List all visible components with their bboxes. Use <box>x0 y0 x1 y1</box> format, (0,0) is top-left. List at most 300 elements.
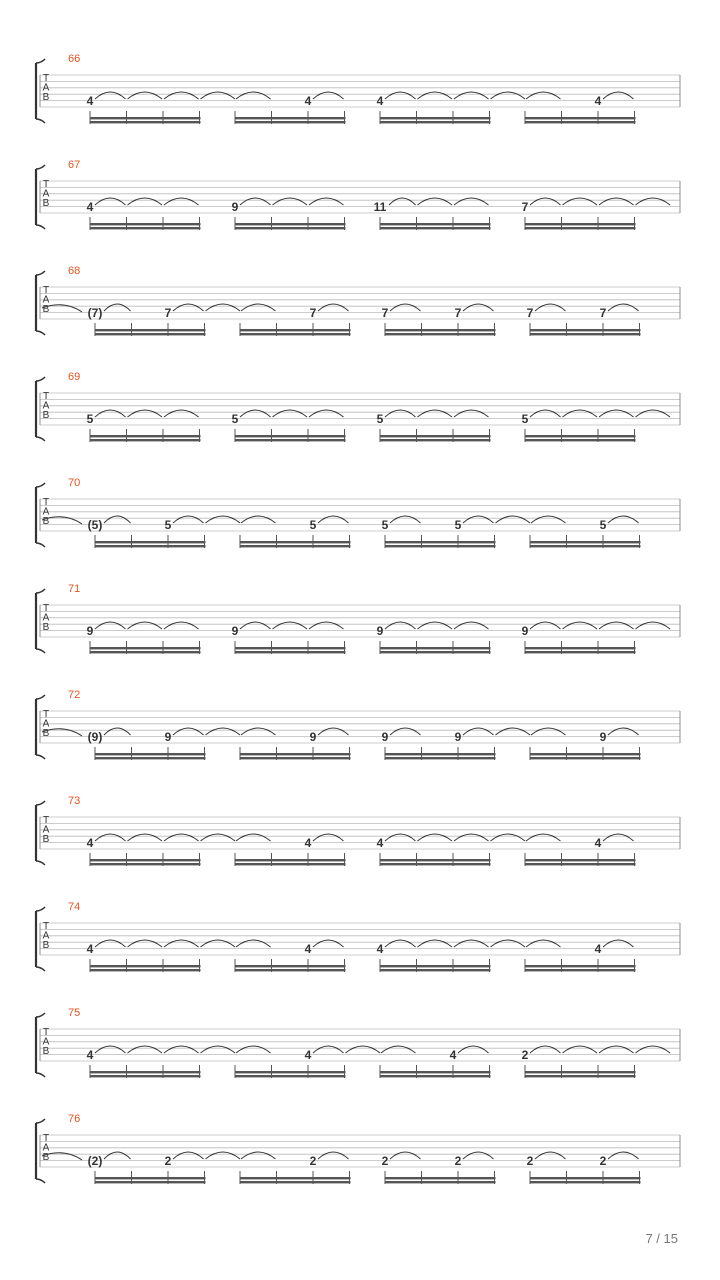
tie-arc <box>563 198 598 205</box>
beam-primary <box>95 1177 206 1179</box>
beam-secondary <box>525 863 636 865</box>
tab-clef-letter: B <box>42 92 50 103</box>
tie-arc <box>173 516 204 523</box>
measure-number: 74 <box>68 901 81 913</box>
tie-arc <box>603 92 634 99</box>
beam-primary <box>90 965 201 967</box>
tie-arc <box>236 92 271 99</box>
tab-clef-letter: B <box>42 940 50 951</box>
beam-primary <box>530 1177 641 1179</box>
page-number: 7 / 15 <box>645 1231 678 1246</box>
tie-arc <box>418 198 453 205</box>
tab-system <box>36 689 680 760</box>
beam-secondary <box>530 333 641 335</box>
tie-arc <box>104 1152 131 1159</box>
fret-number: 5 <box>309 518 317 532</box>
tie-arc <box>563 622 598 629</box>
beam-primary <box>235 859 346 861</box>
tie-arc <box>241 1152 276 1159</box>
fret-number: 9 <box>86 624 94 638</box>
tab-system <box>36 371 680 442</box>
measure-number: 66 <box>68 53 81 65</box>
tie-arc <box>173 728 204 735</box>
beam-primary <box>235 1071 346 1073</box>
tie-arc <box>173 1152 204 1159</box>
beam-secondary <box>525 121 636 123</box>
tie-arc <box>385 940 416 947</box>
tie-arc <box>608 1152 639 1159</box>
beam-secondary <box>525 227 636 229</box>
tie-arc <box>418 622 453 629</box>
beam-primary <box>525 117 636 119</box>
beam-secondary <box>380 1075 491 1077</box>
tie-arc <box>463 304 494 311</box>
fret-number: 7 <box>381 306 389 320</box>
tie-arc <box>236 940 271 947</box>
tab-clef-letter: T <box>42 709 50 720</box>
system-bracket-top <box>36 59 45 63</box>
tie-arc <box>530 622 561 629</box>
fret-number: 9 <box>381 730 389 744</box>
fret-number: 7 <box>454 306 462 320</box>
beam-primary <box>380 1071 491 1073</box>
beam-secondary <box>530 545 641 547</box>
fret-number: 4 <box>86 836 94 850</box>
beam-secondary <box>235 227 346 229</box>
fret-number: 4 <box>376 942 384 956</box>
fret-number: 4 <box>86 94 94 108</box>
fret-number: 2 <box>164 1154 172 1168</box>
beam-secondary <box>385 1181 496 1183</box>
tie-arc <box>104 516 131 523</box>
system-bracket-bottom <box>36 543 45 547</box>
fret-number: 5 <box>381 518 389 532</box>
tie-arc <box>389 198 416 205</box>
fret-number: 7 <box>599 306 607 320</box>
beam-primary <box>95 753 206 755</box>
tie-arc <box>599 198 634 205</box>
beam-primary <box>525 435 636 437</box>
tab-clef-letter: A <box>42 82 50 94</box>
beam-secondary <box>95 545 206 547</box>
tie-arc <box>603 834 634 841</box>
tie-arc <box>526 92 561 99</box>
tie-arc <box>385 410 416 417</box>
tie-arc <box>636 410 671 417</box>
beam-secondary <box>380 121 491 123</box>
tab-clef-letter: T <box>42 1027 50 1038</box>
fret-number: 4 <box>376 836 384 850</box>
tie-arc <box>318 516 349 523</box>
beam-secondary <box>385 757 496 759</box>
tie-arc <box>385 834 416 841</box>
tie-arc <box>201 940 236 947</box>
tie-arc <box>463 728 494 735</box>
tab-system <box>36 477 680 548</box>
beam-secondary <box>530 757 641 759</box>
tie-arc <box>206 516 241 523</box>
fret-number: 5 <box>164 518 172 532</box>
tie-arc <box>104 304 131 311</box>
beam-secondary <box>525 651 636 653</box>
tie-arc <box>454 410 489 417</box>
beam-primary <box>380 859 491 861</box>
beam-secondary <box>525 1075 636 1077</box>
tab-clef-letter: B <box>42 304 50 315</box>
system-bracket-bottom <box>36 755 45 759</box>
tie-arc <box>273 410 308 417</box>
fret-number: 7 <box>309 306 317 320</box>
beam-secondary <box>240 757 351 759</box>
tie-arc <box>381 1046 416 1053</box>
tie-arc <box>418 834 453 841</box>
beam-secondary <box>380 969 491 971</box>
system-bracket-top <box>36 271 45 275</box>
beam-primary <box>385 753 496 755</box>
tab-clef-letter: B <box>42 728 50 739</box>
beam-secondary <box>235 969 346 971</box>
fret-number: 5 <box>231 412 239 426</box>
tie-arc <box>454 198 489 205</box>
system-bracket-top <box>36 377 45 381</box>
tie-arc <box>418 410 453 417</box>
tab-clef-letter: A <box>42 718 50 730</box>
beam-secondary <box>90 1075 201 1077</box>
tie-arc <box>318 728 349 735</box>
fret-number: 5 <box>376 412 384 426</box>
tab-clef-letter: T <box>42 1133 50 1144</box>
beam-primary <box>235 435 346 437</box>
measure-number: 76 <box>68 1113 81 1125</box>
tie-arc <box>535 304 566 311</box>
tab-clef-letter: A <box>42 1142 50 1154</box>
beam-primary <box>240 329 351 331</box>
tie-arc <box>128 198 163 205</box>
fret-number: 4 <box>449 1048 457 1062</box>
tie-arc <box>636 622 671 629</box>
tie-arc <box>491 92 526 99</box>
tie-arc <box>206 1152 241 1159</box>
tie-arc <box>95 622 126 629</box>
tie-arc <box>390 728 421 735</box>
beam-secondary <box>240 333 351 335</box>
tab-clef-letter: T <box>42 815 50 826</box>
tie-arc <box>95 410 126 417</box>
fret-number: 7 <box>526 306 534 320</box>
tie-arc <box>173 304 204 311</box>
system-bracket-top <box>36 1013 45 1017</box>
measure-number: 73 <box>68 795 81 807</box>
measure-number: 68 <box>68 265 81 277</box>
fret-number: 5 <box>86 412 94 426</box>
tie-arc <box>535 1152 566 1159</box>
tie-arc <box>201 1046 236 1053</box>
tab-clef-letter: A <box>42 506 50 518</box>
fret-number: 9 <box>521 624 529 638</box>
fret-number: 11 <box>373 200 387 214</box>
tab-clef-letter: A <box>42 824 50 836</box>
fret-number: 9 <box>376 624 384 638</box>
system-bracket-bottom <box>36 1073 45 1077</box>
tie-arc <box>164 198 199 205</box>
tab-clef-letter: A <box>42 294 50 306</box>
beam-secondary <box>235 439 346 441</box>
beam-primary <box>95 329 206 331</box>
tie-arc <box>313 1046 344 1053</box>
beam-secondary <box>240 1181 351 1183</box>
tab-system <box>36 583 680 654</box>
beam-secondary <box>95 1181 206 1183</box>
fret-number: 2 <box>309 1154 317 1168</box>
tie-arc <box>530 198 561 205</box>
fret-number: 9 <box>231 200 239 214</box>
tab-clef-letter: T <box>42 73 50 84</box>
tab-system <box>36 1113 680 1184</box>
tie-arc <box>164 940 199 947</box>
tab-clef-letter: T <box>42 497 50 508</box>
beam-primary <box>525 859 636 861</box>
system-bracket-bottom <box>36 1179 45 1183</box>
fret-number: 5 <box>599 518 607 532</box>
beam-secondary <box>525 969 636 971</box>
beam-primary <box>530 329 641 331</box>
fret-number: (5) <box>87 518 103 532</box>
tie-arc <box>491 940 526 947</box>
tab-clef-letter: T <box>42 603 50 614</box>
tie-arc <box>608 728 639 735</box>
tab-clef-letter: B <box>42 198 50 209</box>
beam-primary <box>235 117 346 119</box>
fret-number: 4 <box>304 1048 312 1062</box>
measure-number: 70 <box>68 477 81 489</box>
fret-number: (2) <box>87 1154 103 1168</box>
system-bracket-top <box>36 1119 45 1123</box>
beam-primary <box>380 435 491 437</box>
tie-arc <box>418 940 453 947</box>
tie-arc <box>128 1046 163 1053</box>
tab-system <box>36 1007 680 1078</box>
tab-clef-letter: A <box>42 930 50 942</box>
tie-arc <box>95 834 126 841</box>
fret-number: 9 <box>454 730 462 744</box>
beam-secondary <box>385 545 496 547</box>
tab-clef-letter: B <box>42 1046 50 1057</box>
tab-clef-letter: A <box>42 400 50 412</box>
system-bracket-bottom <box>36 225 45 229</box>
fret-number: 4 <box>86 200 94 214</box>
fret-number: 9 <box>309 730 317 744</box>
beam-primary <box>380 117 491 119</box>
tie-arc <box>526 940 561 947</box>
tie-arc <box>463 1152 494 1159</box>
beam-primary <box>525 1071 636 1073</box>
tab-clef-letter: A <box>42 1036 50 1048</box>
tie-arc <box>496 728 531 735</box>
measure-number: 71 <box>68 583 81 595</box>
tie-arc <box>390 1152 421 1159</box>
fret-number: 4 <box>86 942 94 956</box>
tie-arc <box>599 410 634 417</box>
beam-primary <box>380 965 491 967</box>
beam-secondary <box>90 227 201 229</box>
system-bracket-top <box>36 165 45 169</box>
tie-arc <box>128 622 163 629</box>
tie-arc <box>273 622 308 629</box>
tie-arc <box>563 410 598 417</box>
beam-primary <box>235 965 346 967</box>
tie-arc <box>318 304 349 311</box>
beam-secondary <box>235 1075 346 1077</box>
system-bracket-bottom <box>36 331 45 335</box>
tab-clef-letter: B <box>42 410 50 421</box>
tie-arc <box>240 410 271 417</box>
beam-secondary <box>380 227 491 229</box>
beam-secondary <box>380 439 491 441</box>
system-bracket-bottom <box>36 119 45 123</box>
tab-system <box>36 159 680 230</box>
fret-number: 4 <box>304 94 312 108</box>
fret-number: 9 <box>164 730 172 744</box>
tie-arc <box>164 622 199 629</box>
fret-number: 4 <box>594 836 602 850</box>
tie-arc <box>164 834 199 841</box>
beam-primary <box>530 541 641 543</box>
beam-secondary <box>525 439 636 441</box>
beam-primary <box>240 541 351 543</box>
beam-primary <box>525 223 636 225</box>
beam-primary <box>90 435 201 437</box>
tie-arc <box>454 834 489 841</box>
beam-primary <box>385 1177 496 1179</box>
tie-arc <box>599 1046 634 1053</box>
beam-secondary <box>95 757 206 759</box>
tie-arc <box>164 92 199 99</box>
tie-arc <box>128 940 163 947</box>
fret-number: 2 <box>526 1154 534 1168</box>
measure-number: 72 <box>68 689 81 701</box>
tie-arc <box>526 834 561 841</box>
tie-arc <box>241 728 276 735</box>
tie-arc <box>530 1046 561 1053</box>
beam-primary <box>240 1177 351 1179</box>
system-bracket-top <box>36 483 45 487</box>
fret-number: 4 <box>594 942 602 956</box>
tie-arc <box>454 940 489 947</box>
tab-system <box>36 901 680 972</box>
fret-number: 9 <box>599 730 607 744</box>
system-bracket-top <box>36 801 45 805</box>
measure-number: 67 <box>68 159 81 171</box>
beam-primary <box>380 647 491 649</box>
tie-arc <box>530 410 561 417</box>
beam-secondary <box>235 863 346 865</box>
beam-secondary <box>90 969 201 971</box>
tab-system <box>36 265 680 336</box>
tie-arc <box>164 410 199 417</box>
system-bracket-top <box>36 907 45 911</box>
beam-primary <box>95 541 206 543</box>
beam-secondary <box>90 863 201 865</box>
fret-number: 2 <box>599 1154 607 1168</box>
beam-primary <box>90 1071 201 1073</box>
tie-arc <box>636 1046 671 1053</box>
tie-arc <box>95 940 126 947</box>
tie-arc <box>95 1046 126 1053</box>
tie-arc <box>206 304 241 311</box>
tab-system <box>36 53 680 124</box>
tie-arc <box>563 1046 598 1053</box>
beam-primary <box>235 223 346 225</box>
fret-number: 4 <box>304 836 312 850</box>
tie-arc <box>273 198 308 205</box>
tie-arc <box>309 198 344 205</box>
tie-arc <box>454 622 489 629</box>
tie-arc <box>463 516 494 523</box>
fret-number: 4 <box>86 1048 94 1062</box>
tie-arc <box>385 622 416 629</box>
fret-number: 2 <box>521 1048 529 1062</box>
tie-arc <box>128 834 163 841</box>
tie-arc <box>95 92 126 99</box>
beam-secondary <box>380 651 491 653</box>
tie-arc <box>313 834 344 841</box>
tie-arc <box>206 728 241 735</box>
tab-clef-letter: B <box>42 622 50 633</box>
tab-clef-letter: B <box>42 1152 50 1163</box>
system-bracket-bottom <box>36 437 45 441</box>
tab-clef-letter: B <box>42 834 50 845</box>
tie-arc <box>603 940 634 947</box>
tie-arc <box>128 92 163 99</box>
beam-primary <box>385 541 496 543</box>
fret-number: 5 <box>521 412 529 426</box>
beam-primary <box>90 647 201 649</box>
tab-clef-letter: T <box>42 921 50 932</box>
tie-arc <box>241 304 276 311</box>
beam-secondary <box>95 333 206 335</box>
system-bracket-top <box>36 589 45 593</box>
beam-secondary <box>90 651 201 653</box>
tab-clef-letter: T <box>42 391 50 402</box>
beam-secondary <box>380 863 491 865</box>
tie-arc <box>241 516 276 523</box>
tie-arc <box>104 728 131 735</box>
fret-number: 4 <box>376 94 384 108</box>
tie-arc <box>236 834 271 841</box>
tie-arc <box>313 940 344 947</box>
system-bracket-bottom <box>36 649 45 653</box>
fret-number: (9) <box>87 730 103 744</box>
tie-arc <box>164 1046 199 1053</box>
fret-number: 2 <box>454 1154 462 1168</box>
tie-arc <box>390 304 421 311</box>
tab-system <box>36 795 680 866</box>
tie-arc <box>496 516 531 523</box>
tie-arc <box>385 92 416 99</box>
system-bracket-top <box>36 695 45 699</box>
tie-arc <box>608 304 639 311</box>
tab-clef-letter: B <box>42 516 50 527</box>
fret-number: 5 <box>454 518 462 532</box>
beam-primary <box>525 647 636 649</box>
system-bracket-bottom <box>36 967 45 971</box>
tie-arc <box>309 410 344 417</box>
beam-primary <box>90 223 201 225</box>
measure-number: 75 <box>68 1007 81 1019</box>
beam-secondary <box>530 1181 641 1183</box>
tie-arc <box>236 1046 271 1053</box>
tie-arc <box>491 834 526 841</box>
